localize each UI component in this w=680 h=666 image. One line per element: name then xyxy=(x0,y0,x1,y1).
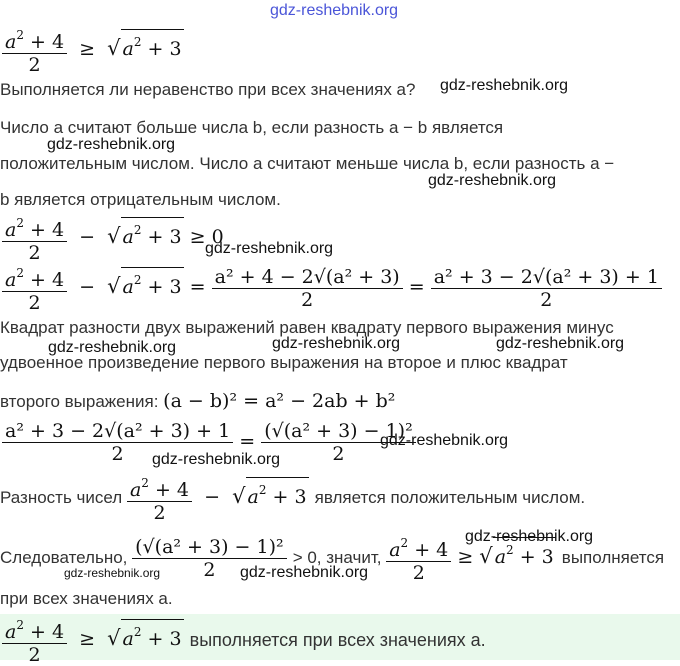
watermark: gdz-reshebnik.org xyxy=(380,432,509,449)
square-rule-line-2: удвоенное произведение первого выражения на второе и плюс квадрат xyxy=(0,353,568,372)
watermark: gdz-reshebnik.org xyxy=(428,172,557,189)
watermark: gdz-reshebnik.org xyxy=(440,77,569,94)
watermark: gdz-reshebnik.org xyxy=(152,451,281,468)
step2-equation: $\frac{a^2 + 4}{2}$ − √ $a^2 + 3$ = $\frac{\text{a² + 4 − 2√(a² + 3)}}{2}$ = $\frac{\text{a² + 3 − 2√(a² + 3) + 1}}{2}$ xyxy=(2,262,662,314)
watermark: gdz-reshebnik.org xyxy=(272,335,401,352)
watermark: gdz-reshebnik.org xyxy=(465,528,594,545)
watermark: gdz-reshebnik.org xyxy=(496,335,625,352)
square-rule-line-3: второго выражения: (a − b)² = a² − 2ab + b² xyxy=(0,390,396,412)
watermark-top: gdz-reshebnik.org xyxy=(270,2,399,19)
theory-line-3: b является отрицательным числом. xyxy=(0,190,281,209)
step3-equation: $\frac{\text{a² + 3 − 2√(a² + 3) + 1}}{2}$ = $\frac{\text{(√(a² + 3) − 1)²}}{2}$ xyxy=(2,420,416,465)
square-rule-line-1: Квадрат разности двух выражений равен квадрату первого выражения минус xyxy=(0,318,614,337)
positive-line: Разность чисел $\frac{a^2 + 4}{2}$ − √ $a^2 + 3$ является положительным числом. xyxy=(0,476,586,524)
step1-inequality: $\frac{a^2 + 4}{2}$ − √ $a^2 + 3 \ge 0$ xyxy=(2,212,224,264)
theory-line-1: Число a считают больше числа b, если разность a − b является xyxy=(0,118,504,137)
watermark: gdz-reshebnik.org xyxy=(205,240,334,257)
theory-line-2: положительным числом. Число a считают меньше числа b, если разность a − xyxy=(0,154,615,173)
problem-inequality: $\frac{a^2 + 4}{2}$ ≥ √ $a^2 + 3$ xyxy=(2,24,184,76)
conclusion-line: Следовательно, $\frac{\text{(√(a² + 3) − 1)²}}{2}$ > 0, значит, $\frac{a^2 + 4}{2}$ ≥ √ $a^2 + 3$ выполняется xyxy=(0,535,665,584)
watermark: gdz-reshebnik.org xyxy=(240,564,369,581)
conclusion-line-2: при всех значениях a. xyxy=(0,589,173,608)
square-formula: (a − b)² = a² − 2ab + b² xyxy=(163,390,396,412)
question-text: Выполняется ли неравенство при всех значениях a? xyxy=(0,80,416,99)
watermark: gdz-reshebnik.org xyxy=(47,136,176,153)
watermark: gdz-reshebnik.org xyxy=(48,339,177,356)
answer-line: $\frac{a^2 + 4}{2}$ ≥ √ $a^2 + 3$ выполняется при всех значениях a. xyxy=(2,614,486,666)
watermark: gdz-reshebnik.org xyxy=(64,566,161,580)
